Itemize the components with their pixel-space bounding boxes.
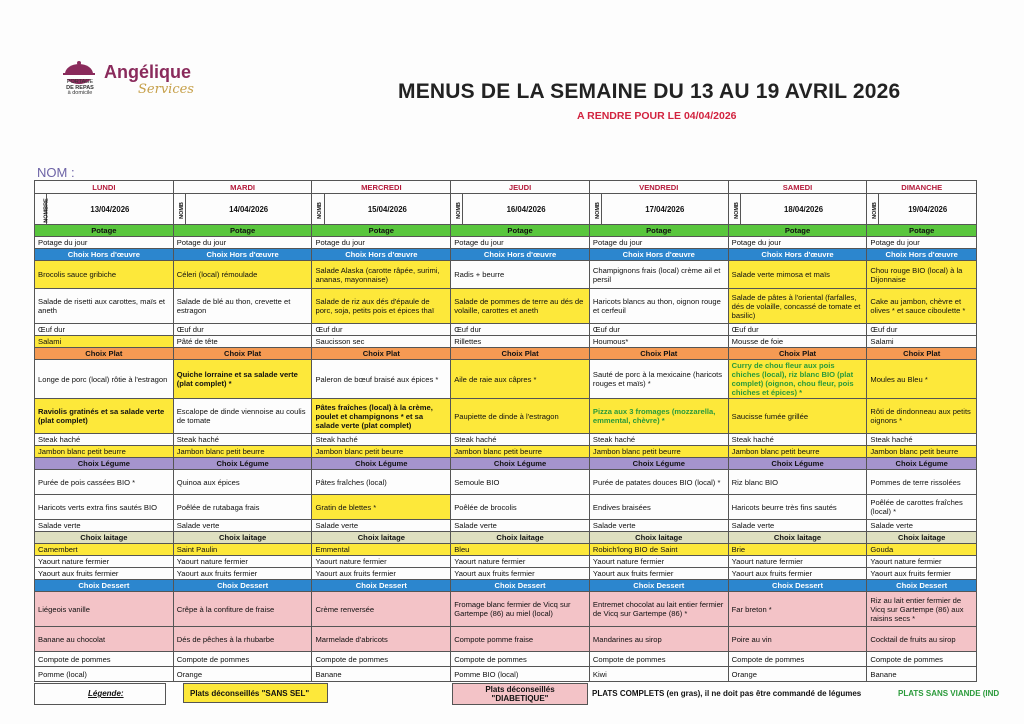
legend-sans-sel: Plats déconseillés "SANS SEL" (183, 683, 328, 703)
menu-item: Houmous* (589, 336, 728, 348)
menu-item: Quinoa aux épices (173, 470, 312, 495)
menu-item: Bleu (451, 544, 590, 556)
category-header: Choix Plat (35, 348, 174, 360)
category-header: Choix Plat (589, 348, 728, 360)
menu-item: Crêpe à la confiture de fraise (173, 592, 312, 627)
category-header: Choix Plat (451, 348, 590, 360)
menu-item: Endives braisées (589, 495, 728, 520)
table-row (35, 667, 977, 682)
day-date: 13/04/2026 (47, 194, 174, 225)
menu-item: Haricots beurre très fins sautés (728, 495, 867, 520)
menu-item: Potage du jour (173, 237, 312, 249)
menu-item: Pâtes fraîches (local) à la crème, poulet et champignons * et sa salade verte (plat complet) (312, 399, 451, 434)
menu-item: Jambon blanc petit beurre (173, 446, 312, 458)
menu-item: Salade de riz aux dés d'épaule de porc, soja, petits pois et épices thaï (312, 289, 451, 324)
table-row (35, 324, 977, 336)
category-header: Choix Dessert (589, 580, 728, 592)
name-label: NOM : (37, 165, 75, 180)
menu-item: Cocktail de fruits au sirop (867, 627, 977, 652)
menu-table (34, 180, 977, 682)
table-row (35, 470, 977, 495)
table-row (35, 627, 977, 652)
menu-item: Salade verte (589, 520, 728, 532)
category-header: Choix laitage (867, 532, 977, 544)
category-header: Choix Légume (589, 458, 728, 470)
table-row (35, 399, 977, 434)
menu-item: Potage du jour (728, 237, 867, 249)
table-row (35, 592, 977, 627)
category-header: Potage (867, 225, 977, 237)
table-row (35, 568, 977, 580)
menu-item: Steak haché (312, 434, 451, 446)
category-header: Choix laitage (728, 532, 867, 544)
table-row (35, 336, 977, 348)
menu-item: Brocolis sauce gribiche (35, 261, 174, 289)
menu-item: Jambon blanc petit beurre (728, 446, 867, 458)
menu-item: Fromage blanc fermier de Vicq sur Gartempe (86) au miel (local) (451, 592, 590, 627)
category-header: Choix Dessert (728, 580, 867, 592)
table-row (35, 520, 977, 532)
nombre-label: NOMB (317, 201, 324, 219)
menu-item: Salade verte (173, 520, 312, 532)
menu-item: Compote de pommes (312, 652, 451, 667)
category-header: Choix Légume (728, 458, 867, 470)
menu-item: Yaourt nature fermier (589, 556, 728, 568)
legend-label: Légende: (88, 689, 124, 698)
menu-item: Compote pomme fraise (451, 627, 590, 652)
menu-item: Salade Alaska (carotte râpée, surimi, ananas, mayonnaise) (312, 261, 451, 289)
menu-item: Orange (173, 667, 312, 682)
menu-item: Potage du jour (867, 237, 977, 249)
menu-item: Quiche lorraine et sa salade verte (plat complet) * (173, 360, 312, 399)
nombre-cell (173, 194, 185, 225)
category-header: Choix Légume (312, 458, 451, 470)
nombre-label: NOMB (178, 201, 185, 219)
table-row (35, 360, 977, 399)
table-row (35, 458, 977, 470)
menu-item: Riz au lait entier fermier de Vicq sur Gartempe (86) aux raisins secs * (867, 592, 977, 627)
legend-sans-viande: PLATS SANS VIANDE (IND (898, 689, 1000, 698)
menu-item: Yaourt nature fermier (451, 556, 590, 568)
menu-item: Champignons frais (local) crème ail et persil (589, 261, 728, 289)
menu-item: Yaourt aux fruits fermier (451, 568, 590, 580)
menu-item: Semoule BIO (451, 470, 590, 495)
menu-item: Salade de blé au thon, crevette et estragon (173, 289, 312, 324)
menu-item: Radis + beurre (451, 261, 590, 289)
nombre-cell (312, 194, 324, 225)
menu-item: Escalope de dinde viennoise au coulis de tomate (173, 399, 312, 434)
category-header: Choix Plat (173, 348, 312, 360)
menu-item: Far breton * (728, 592, 867, 627)
return-date: A RENDRE POUR LE 04/04/2026 (577, 110, 737, 122)
menu-item: Banane (867, 667, 977, 682)
menu-item: Pomme BIO (local) (451, 667, 590, 682)
menu-item: Steak haché (35, 434, 174, 446)
menu-item: Chou rouge BIO (local) à la Dijonnaise (867, 261, 977, 289)
menu-item: Compote de pommes (728, 652, 867, 667)
category-header: Choix Légume (35, 458, 174, 470)
menu-item: Saucisson sec (312, 336, 451, 348)
day-header: VENDREDI (589, 181, 728, 194)
menu-item: Pommes de terre rissolées (867, 470, 977, 495)
nombre-cell (728, 194, 740, 225)
menu-item: Salami (35, 336, 174, 348)
category-header: Choix Légume (867, 458, 977, 470)
nombre-label: NOMB (872, 201, 879, 219)
menu-item: Gratin de blettes * (312, 495, 451, 520)
menu-item: Riz blanc BIO (728, 470, 867, 495)
menu-item: Pâté de tête (173, 336, 312, 348)
category-header: Potage (451, 225, 590, 237)
menu-item: Poêlée de rutabaga frais (173, 495, 312, 520)
menu-item: Jambon blanc petit beurre (35, 446, 174, 458)
category-header: Choix Hors d'œuvre (589, 249, 728, 261)
category-header: Choix laitage (35, 532, 174, 544)
menu-item: Œuf dur (312, 324, 451, 336)
menu-item: Pomme (local) (35, 667, 174, 682)
menu-item: Salade verte (867, 520, 977, 532)
menu-item: Potage du jour (589, 237, 728, 249)
day-date: 15/04/2026 (324, 194, 451, 225)
menu-item: Compote de pommes (589, 652, 728, 667)
menu-item: Yaourt aux fruits fermier (589, 568, 728, 580)
menu-item: Yaourt nature fermier (173, 556, 312, 568)
category-header: Choix Dessert (35, 580, 174, 592)
nombre-cell (589, 194, 601, 225)
menu-item: Poêlée de carottes fraîches (local) * (867, 495, 977, 520)
category-header: Potage (173, 225, 312, 237)
nombre-cell (451, 194, 463, 225)
menu-item: Purée de patates douces BIO (local) * (589, 470, 728, 495)
menu-item: Yaourt nature fermier (312, 556, 451, 568)
table-row (35, 532, 977, 544)
menu-item: Jambon blanc petit beurre (451, 446, 590, 458)
menu-item: Yaourt aux fruits fermier (312, 568, 451, 580)
table-row (35, 348, 977, 360)
menu-item: Compote de pommes (867, 652, 977, 667)
table-row (35, 580, 977, 592)
table-row (35, 225, 977, 237)
menu-item: Jambon blanc petit beurre (589, 446, 728, 458)
legend (34, 683, 1024, 705)
nombre-cell (35, 194, 50, 225)
table-row (35, 446, 977, 458)
category-header: Choix Dessert (312, 580, 451, 592)
category-header: Choix Hors d'œuvre (173, 249, 312, 261)
menu-item: Marmelade d'abricots (312, 627, 451, 652)
menu-item: Steak haché (589, 434, 728, 446)
menu-item: Œuf dur (173, 324, 312, 336)
menu-item: Compote de pommes (173, 652, 312, 667)
menu-item: Yaourt aux fruits fermier (728, 568, 867, 580)
logo (60, 58, 210, 106)
menu-item: Salade verte (35, 520, 174, 532)
menu-item: Compote de pommes (451, 652, 590, 667)
category-header: Potage (589, 225, 728, 237)
category-header: Choix Légume (451, 458, 590, 470)
category-header: Choix Dessert (173, 580, 312, 592)
table-row (35, 434, 977, 446)
menu-item: Paleron de bœuf braisé aux épices * (312, 360, 451, 399)
menu-item: Liégeois vanille (35, 592, 174, 627)
menu-item: Raviolis gratinés et sa salade verte (plat complet) (35, 399, 174, 434)
menu-item: Pâtes fraîches (local) (312, 470, 451, 495)
category-header: Potage (312, 225, 451, 237)
table-row (35, 249, 977, 261)
menu-item: Salade de risetti aux carottes, maïs et aneth (35, 289, 174, 324)
category-header: Choix laitage (451, 532, 590, 544)
category-header: Choix Plat (867, 348, 977, 360)
menu-item: Potage du jour (312, 237, 451, 249)
day-header: SAMEDI (728, 181, 867, 194)
menu-item: Haricots blancs au thon, oignon rouge et cerfeuil (589, 289, 728, 324)
menu-item: Gouda (867, 544, 977, 556)
menu-item: Orange (728, 667, 867, 682)
menu-item: Steak haché (451, 434, 590, 446)
menu-item: Salade verte (312, 520, 451, 532)
table-row (35, 181, 977, 194)
menu-item: Robich'long BIO de Saint (589, 544, 728, 556)
menu-item: Dés de pêches à la rhubarbe (173, 627, 312, 652)
menu-item: Paupiette de dinde à l'estragon (451, 399, 590, 434)
table-row (35, 289, 977, 324)
day-header: LUNDI (35, 181, 174, 194)
menu-item: Curry de chou fleur aux pois chiches (local), riz blanc BIO (plat complet) (oignon, chou fleur, pois chiches et épices) * (728, 360, 867, 399)
menu-item: Jambon blanc petit beurre (867, 446, 977, 458)
menu-item: Steak haché (728, 434, 867, 446)
category-header: Choix Hors d'œuvre (35, 249, 174, 261)
menu-item: Saucisse fumée grillée (728, 399, 867, 434)
category-header: Choix laitage (173, 532, 312, 544)
day-date: 14/04/2026 (185, 194, 312, 225)
menu-item: Œuf dur (35, 324, 174, 336)
category-header: Choix Plat (728, 348, 867, 360)
nombre-label: NOMB (733, 201, 740, 219)
menu-item: Cake au jambon, chèvre et olives * et sauce ciboulette * (867, 289, 977, 324)
menu-item: Œuf dur (867, 324, 977, 336)
category-header: Choix Hors d'œuvre (728, 249, 867, 261)
category-header: Choix laitage (589, 532, 728, 544)
table-row (35, 495, 977, 520)
menu-item: Sauté de porc à la mexicaine (haricots rouges et maïs) * (589, 360, 728, 399)
menu-item: Pizza aux 3 fromages (mozzarella, emmental, chèvre) * (589, 399, 728, 434)
menu-item: Kiwi (589, 667, 728, 682)
logo-brand-sub: Services (138, 82, 194, 97)
menu-item: Rillettes (451, 336, 590, 348)
menu-item: Banane au chocolat (35, 627, 174, 652)
menu-item: Yaourt aux fruits fermier (173, 568, 312, 580)
menu-item: Saint Paulin (173, 544, 312, 556)
day-date: 19/04/2026 (879, 194, 977, 225)
table-row (35, 556, 977, 568)
day-date: 18/04/2026 (740, 194, 867, 225)
menu-item: Longe de porc (local) rôtie à l'estragon (35, 360, 174, 399)
category-header: Choix Hors d'œuvre (867, 249, 977, 261)
day-date: 16/04/2026 (463, 194, 590, 225)
day-header: JEUDI (451, 181, 590, 194)
table-row (35, 544, 977, 556)
nombre-cell (867, 194, 879, 225)
menu-item: Céleri (local) rémoulade (173, 261, 312, 289)
menu-item: Yaourt nature fermier (728, 556, 867, 568)
day-date: 17/04/2026 (601, 194, 728, 225)
table-row (35, 261, 977, 289)
category-header: Choix Hors d'œuvre (312, 249, 451, 261)
menu-item: Banane (312, 667, 451, 682)
category-header: Potage (35, 225, 174, 237)
menu-item: Mandarines au sirop (589, 627, 728, 652)
menu-item: Poêlée de brocolis (451, 495, 590, 520)
menu-item: Potage du jour (451, 237, 590, 249)
menu-item: Œuf dur (589, 324, 728, 336)
menu-item: Moules au Bleu * (867, 360, 977, 399)
menu-item: Steak haché (173, 434, 312, 446)
menu-item: Yaourt aux fruits fermier (35, 568, 174, 580)
menu-item: Poire au vin (728, 627, 867, 652)
menu-item: Salade verte (728, 520, 867, 532)
category-header: Choix Hors d'œuvre (451, 249, 590, 261)
table-row (35, 652, 977, 667)
table-row (35, 237, 977, 249)
nombre-label: NOMBRE (43, 197, 50, 223)
category-header: Choix Dessert (451, 580, 590, 592)
page-title: MENUS DE LA SEMAINE DU 13 AU 19 AVRIL 2026 (398, 80, 901, 103)
menu-item: Purée de pois cassées BIO * (35, 470, 174, 495)
menu-item: Rôti de dindonneau aux petits oignons * (867, 399, 977, 434)
menu-item: Jambon blanc petit beurre (312, 446, 451, 458)
menu-item: Camembert (35, 544, 174, 556)
menu-item: Salade de pâtes à l'oriental (farfalles, dés de volaille, concassé de tomate et basilic) (728, 289, 867, 324)
menu-item: Yaourt aux fruits fermier (867, 568, 977, 580)
category-header: Choix Légume (173, 458, 312, 470)
menu-item: Compote de pommes (35, 652, 174, 667)
menu-item: Salade verte mimosa et maïs (728, 261, 867, 289)
menu-item: Entremet chocolat au lait entier fermier de Vicq sur Gartempe (86) * (589, 592, 728, 627)
logo-brand: Angélique (104, 62, 192, 82)
menu-item: Salade verte (451, 520, 590, 532)
menu-item: Salami (867, 336, 977, 348)
category-header: Choix Plat (312, 348, 451, 360)
legend-diabetique: Plats déconseillés "DIABETIQUE" (452, 683, 588, 705)
day-header: DIMANCHE (867, 181, 977, 194)
menu-item: Aile de raie aux câpres * (451, 360, 590, 399)
menu-item: Yaourt nature fermier (867, 556, 977, 568)
day-header: MERCREDI (312, 181, 451, 194)
nombre-label: NOMB (456, 201, 463, 219)
nombre-label: NOMB (594, 201, 601, 219)
menu-item: Œuf dur (728, 324, 867, 336)
category-header: Choix Dessert (867, 580, 977, 592)
menu-item: Yaourt nature fermier (35, 556, 174, 568)
menu-item: Potage du jour (35, 237, 174, 249)
logo-tagline: PORTAGE DE REPAS à domicile (66, 79, 94, 96)
menu-item: Emmental (312, 544, 451, 556)
menu-item: Salade de pommes de terre au dés de volaille, carottes et aneth (451, 289, 590, 324)
menu-item: Steak haché (867, 434, 977, 446)
menu-item: Mousse de foie (728, 336, 867, 348)
table-row (35, 194, 977, 225)
day-header: MARDI (173, 181, 312, 194)
category-header: Potage (728, 225, 867, 237)
menu-item: Crème renversée (312, 592, 451, 627)
cloche-icon (60, 58, 98, 80)
category-header: Choix laitage (312, 532, 451, 544)
menu-item: Brie (728, 544, 867, 556)
menu-item: Haricots verts extra fins sautés BIO (35, 495, 174, 520)
menu-item: Œuf dur (451, 324, 590, 336)
legend-plats-complets: PLATS COMPLETS (en gras), il ne doit pas être commandé de légumes (592, 689, 862, 698)
